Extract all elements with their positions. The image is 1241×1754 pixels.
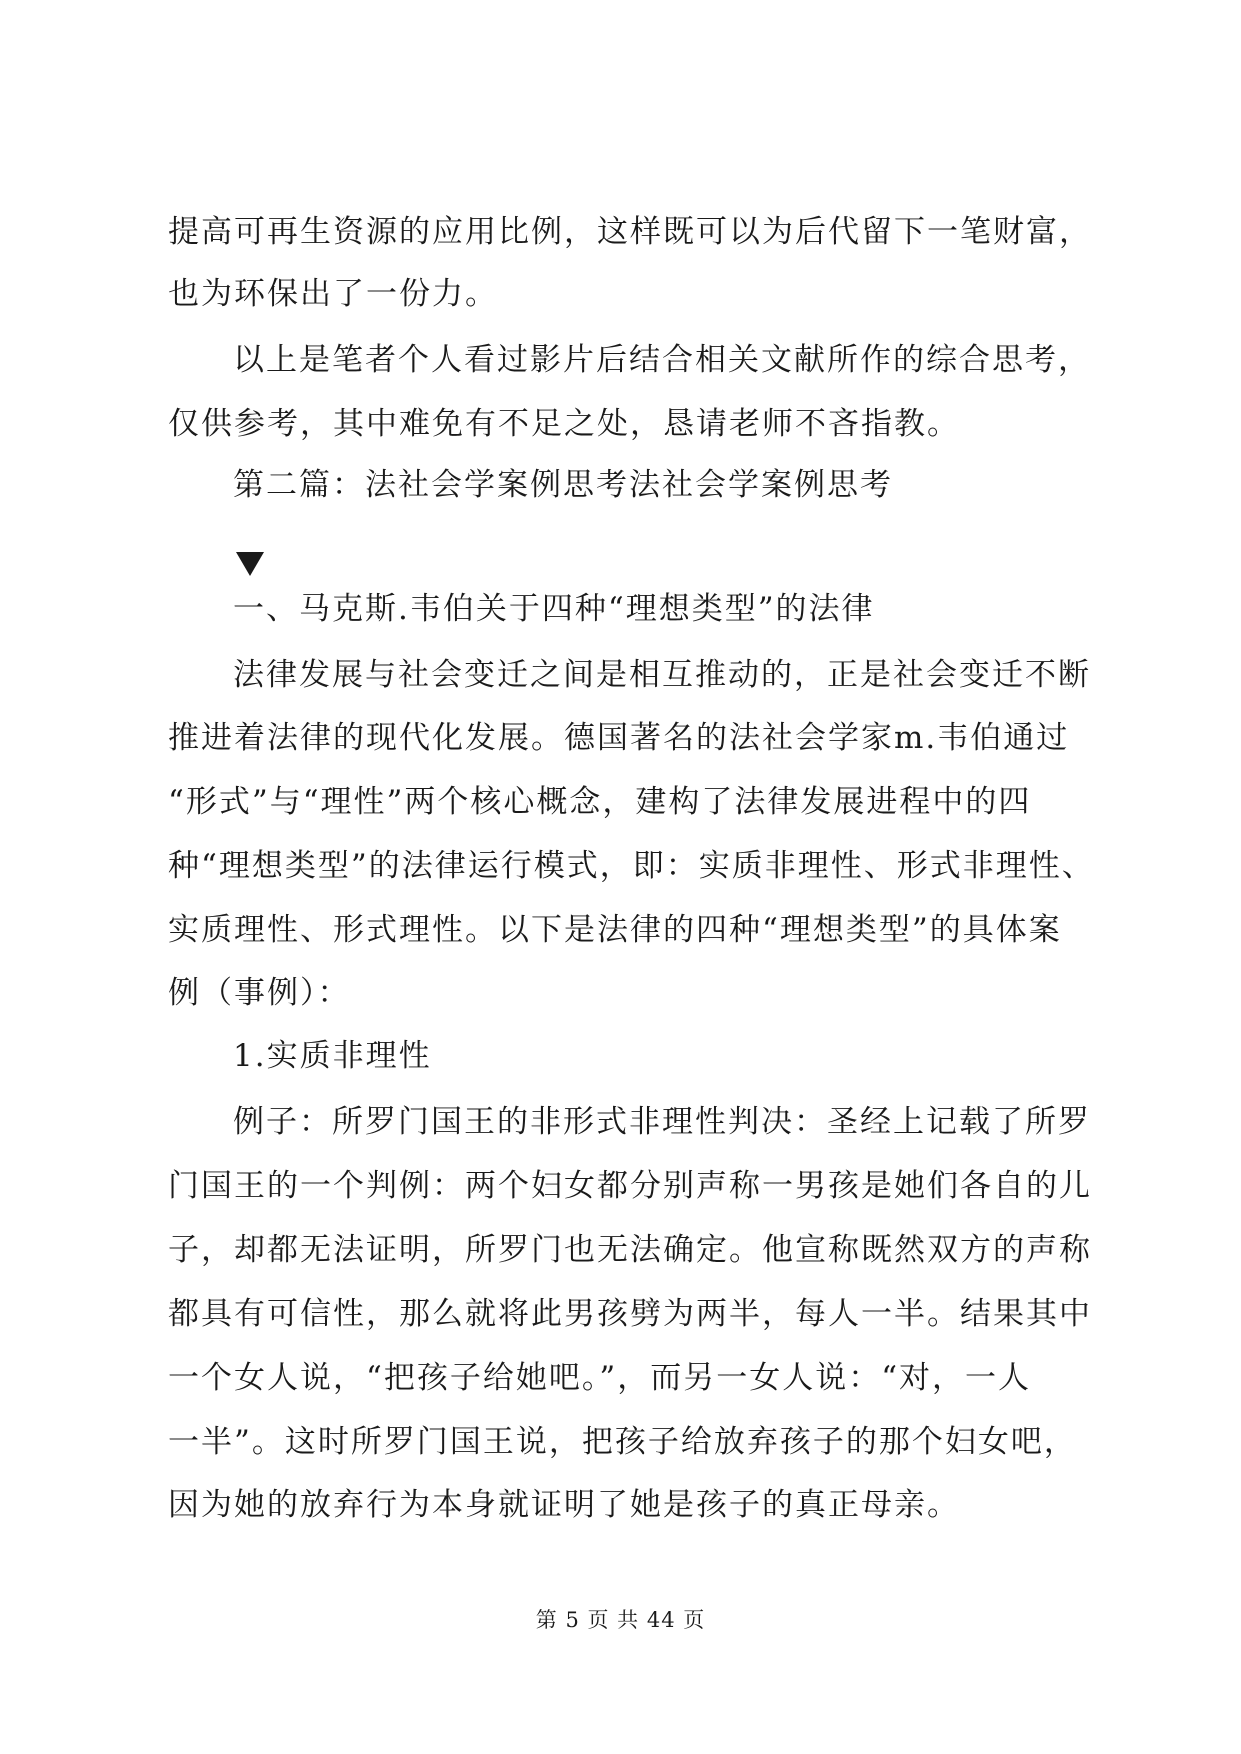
list-heading: 1.实质非理性 bbox=[233, 1038, 432, 1074]
text-line: 推进着法律的现代化发展。德国著名的法社会学家m.韦伯通过 bbox=[168, 720, 1070, 756]
text-line: 种“理想类型”的法律运行模式，即：实质非理性、形式非理性、 bbox=[168, 848, 1095, 884]
text-line: 因为她的放弃行为本身就证明了她是孩子的真正母亲。 bbox=[168, 1487, 960, 1523]
text-line: 门国王的一个判例：两个妇女都分别声称一男孩是她们各自的儿 bbox=[168, 1168, 1092, 1204]
text-line: 仅供参考，其中难免有不足之处，恳请老师不吝指教。 bbox=[168, 406, 960, 442]
text-line: 子，却都无法证明，所罗门也无法确定。他宣称既然双方的声称 bbox=[168, 1232, 1092, 1268]
text-line: 以上是笔者个人看过影片后结合相关文献所作的综合思考， bbox=[233, 342, 1091, 378]
text-line: 也为环保出了一份力。 bbox=[168, 276, 498, 312]
text-line: 提高可再生资源的应用比例，这样既可以为后代留下一笔财富， bbox=[168, 214, 1092, 250]
triangle-down-icon bbox=[236, 552, 264, 576]
text-line: 一个女人说，“把孩子给她吧。”，而另一女人说：“对，一人 bbox=[168, 1360, 1032, 1396]
text-line: 例（事例）： bbox=[168, 975, 351, 1011]
text-line: “形式”与“理性”两个核心概念，建构了法律发展进程中的四 bbox=[168, 784, 1032, 820]
text-line: 都具有可信性，那么就将此男孩劈为两半，每人一半。结果其中 bbox=[168, 1296, 1092, 1332]
page-number: 第 5 页 共 44 页 bbox=[535, 1608, 706, 1632]
text-line: 一半”。这时所罗门国王说，把孩子给放弃孩子的那个妇女吧， bbox=[168, 1424, 1077, 1460]
subsection-heading: 一、马克斯.韦伯关于四种“理想类型”的法律 bbox=[233, 591, 875, 627]
text-line: 例子：所罗门国王的非形式非理性判决：圣经上记载了所罗 bbox=[233, 1104, 1091, 1140]
text-line: 实质理性、形式理性。以下是法律的四种“理想类型”的具体案 bbox=[168, 912, 1062, 948]
text-line: 法律发展与社会变迁之间是相互推动的，正是社会变迁不断 bbox=[233, 657, 1091, 693]
section-heading: 第二篇：法社会学案例思考法社会学案例思考 bbox=[233, 467, 893, 503]
